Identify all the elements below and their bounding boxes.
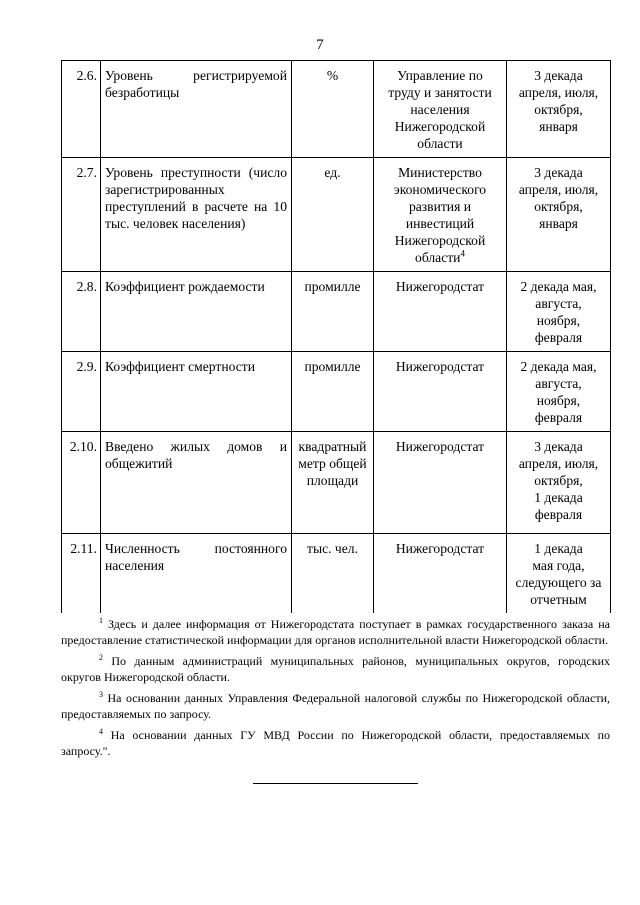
cell-line: мая года, — [532, 558, 585, 573]
footnote-separator-line — [253, 783, 418, 784]
table-row — [62, 61, 611, 158]
unit-of-measure — [292, 432, 374, 534]
submission-deadline — [507, 61, 611, 158]
data-source — [374, 352, 507, 432]
cell-line: апреля, июля, — [518, 182, 599, 197]
cell-line: февраля — [534, 410, 583, 425]
cell-line: Министерство — [398, 165, 482, 180]
indicator-name — [101, 272, 292, 352]
cell-line: Уровень регистрируемой безработицы — [105, 68, 287, 100]
submission-deadline — [507, 534, 611, 614]
footnote-ref: 4 — [460, 248, 465, 259]
cell-line: апреля, июля, — [518, 456, 599, 471]
cell-line: Нижегородской — [394, 119, 486, 134]
submission-deadline — [507, 352, 611, 432]
cell-line: отчетным — [530, 592, 587, 607]
cell-line: области — [417, 136, 463, 151]
cell-line: 3 декада — [534, 165, 583, 180]
row-number: 2.7. — [62, 158, 101, 272]
footnote — [61, 727, 610, 759]
row-number: 2.10. — [62, 432, 101, 534]
footnote-text: Здесь и далее информация от Нижегородстата поступает в рамках государственного заказа на предоставление статистической информации для органов исполнительной власти Нижегородской области. — [61, 617, 610, 647]
cell-line: труду и занятости — [388, 85, 492, 100]
cell-line: развития и — [408, 199, 472, 214]
row-number: 2.6. — [62, 61, 101, 158]
indicator-name — [101, 432, 292, 534]
cell-line: февраля — [534, 507, 583, 522]
cell-line: 2 декада мая, — [520, 359, 597, 374]
cell-line: ноября, — [536, 313, 581, 328]
footnote-mark: 2 — [99, 653, 103, 662]
cell-line: Коэффициент смертности — [105, 359, 256, 374]
data-source — [374, 272, 507, 352]
footnote-text: На основании данных Управления Федеральной налоговой службы по Нижегородской области, предоставляемых по запросу. — [61, 691, 610, 721]
data-source — [374, 158, 507, 272]
cell-line: ноября, — [536, 393, 581, 408]
footnote — [61, 690, 610, 722]
cell-line: экономического — [393, 182, 487, 197]
table-row — [62, 272, 611, 352]
table-row — [62, 432, 611, 534]
footnote — [61, 653, 610, 685]
footnote-text: По данным администраций муниципальных районов, муниципальных округов, городских округов Нижегородской области. — [61, 654, 610, 684]
cell-line: августа, — [535, 376, 582, 391]
cell-line: Численность постоянного населения — [105, 541, 287, 573]
cell-line: Уровень преступности (число зарегистрированных преступлений в расчете на 10 тыс. человек населения) — [105, 165, 287, 231]
cell-line: октября, — [534, 473, 583, 488]
cell-line: Нижегородстат — [395, 279, 485, 294]
footnote-mark: 3 — [99, 690, 103, 699]
indicator-name — [101, 158, 292, 272]
cell-line: промилле — [304, 359, 361, 374]
cell-line: 3 декада — [534, 439, 583, 454]
indicator-name — [101, 61, 292, 158]
unit-of-measure — [292, 534, 374, 614]
cell-line: апреля, июля, — [518, 85, 599, 100]
unit-of-measure — [292, 158, 374, 272]
cell-line: % — [326, 68, 339, 83]
indicator-name — [101, 534, 292, 614]
cell-line: октября, — [534, 102, 583, 117]
indicator-name — [101, 352, 292, 432]
cell-line: Нижегородстат — [395, 359, 485, 374]
submission-deadline — [507, 272, 611, 352]
footnote — [61, 616, 610, 648]
cell-line: следующего за — [515, 575, 602, 590]
row-number: 2.9. — [62, 352, 101, 432]
cell-line: Нижегородстат — [395, 541, 485, 556]
cell-line: ед. — [324, 165, 341, 180]
cell-line: 1 декада — [534, 541, 583, 556]
cell-line: октября, — [534, 199, 583, 214]
table-row — [62, 158, 611, 272]
cell-line: января — [539, 119, 578, 134]
cell-line: января — [539, 216, 578, 231]
cell-line: тыс. чел. — [307, 541, 358, 556]
unit-of-measure — [292, 352, 374, 432]
indicators-table — [61, 60, 611, 613]
cell-line: Введено жилых домов и общежитий — [105, 439, 287, 471]
cell-line: области$^4$ — [415, 248, 465, 265]
cell-line: метр общей — [298, 456, 367, 471]
cell-line: августа, — [535, 296, 582, 311]
cell-line: 3 декада — [534, 68, 583, 83]
unit-of-measure — [292, 272, 374, 352]
cell-line: Нижегородской — [394, 233, 486, 248]
submission-deadline — [507, 432, 611, 534]
cell-line: инвестиций — [405, 216, 475, 231]
cell-line: Коэффициент рождаемости — [105, 279, 265, 294]
footnote-text: На основании данных ГУ МВД России по Нижегородской области, предоставляемых по запросу.". — [61, 728, 610, 758]
cell-line: площади — [306, 473, 359, 488]
cell-line: Управление по — [397, 68, 483, 83]
cell-line: февраля — [534, 330, 583, 345]
data-source — [374, 534, 507, 614]
page-number: 7 — [316, 37, 324, 53]
cell-line: 1 декада — [534, 490, 583, 505]
footnote-mark: 1 — [99, 616, 103, 625]
cell-line: Нижегородстат — [395, 439, 485, 454]
cell-line: 2 декада мая, — [520, 279, 597, 294]
row-number: 2.11. — [62, 534, 101, 614]
cell-line: промилле — [304, 279, 361, 294]
table-row — [62, 352, 611, 432]
footnotes — [61, 616, 610, 764]
footnote-mark: 4 — [99, 727, 103, 736]
data-source — [374, 61, 507, 158]
data-source — [374, 432, 507, 534]
table-row — [62, 534, 611, 614]
cell-line: населения — [410, 102, 470, 117]
unit-of-measure — [292, 61, 374, 158]
row-number: 2.8. — [62, 272, 101, 352]
submission-deadline — [507, 158, 611, 272]
cell-line: квадратный — [298, 439, 367, 454]
